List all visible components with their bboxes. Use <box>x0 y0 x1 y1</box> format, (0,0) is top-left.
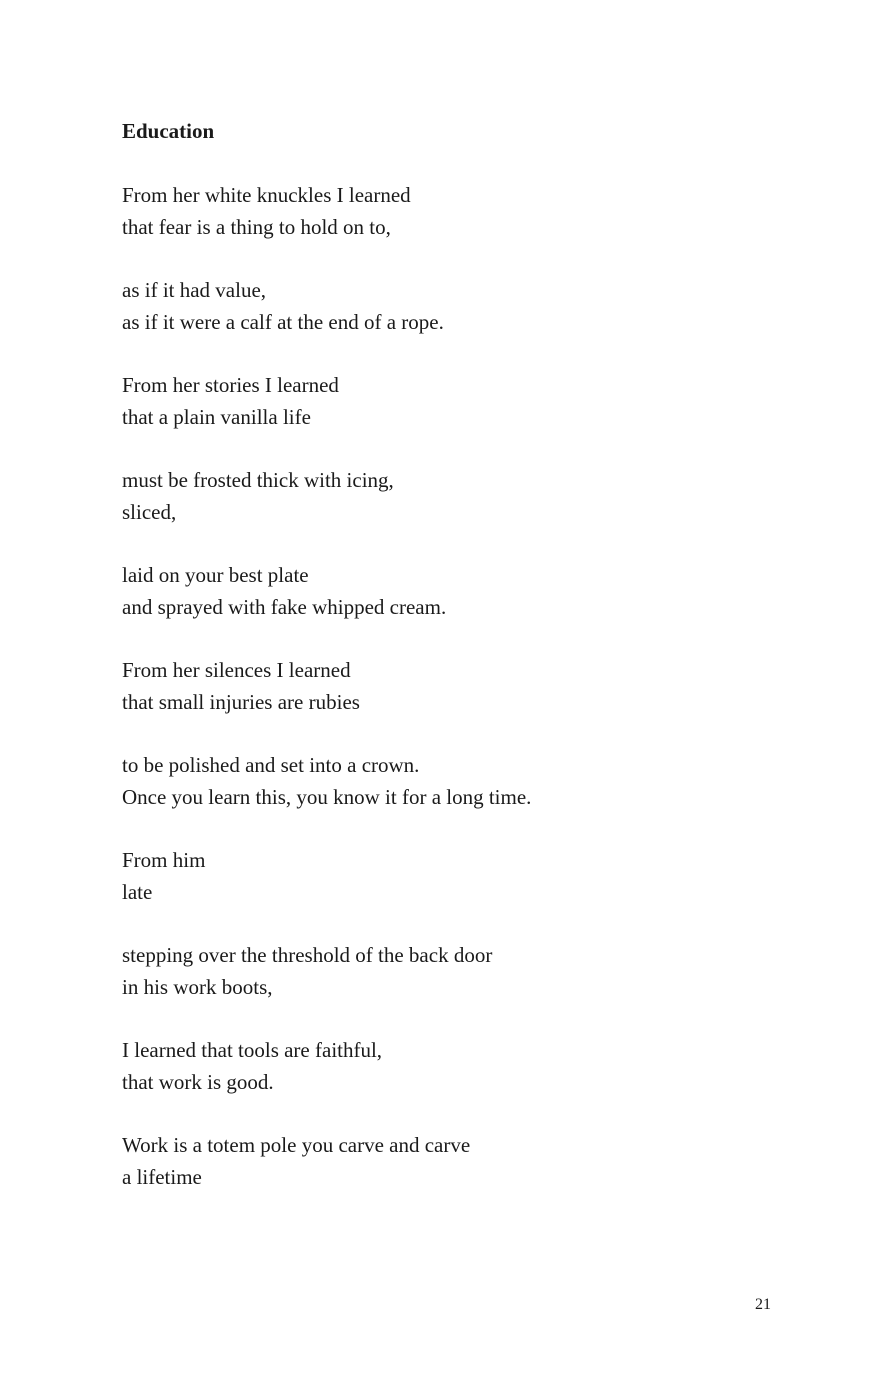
poem-line: Once you learn this, you know it for a long time. <box>122 785 532 809</box>
poem-line: as if it were a calf at the end of a rope. <box>122 310 444 334</box>
stanza <box>122 179 822 243</box>
stanza <box>122 1034 822 1098</box>
poem-line: laid on your best plate <box>122 563 309 587</box>
poem-body <box>122 179 822 1224</box>
poem-line: From her stories I learned <box>122 373 339 397</box>
poem-line: From him <box>122 848 206 872</box>
poem-title: Education <box>122 119 215 143</box>
poem-line: that small injuries are rubies <box>122 690 360 714</box>
poem-line: From her silences I learned <box>122 658 351 682</box>
poem-line: a lifetime <box>122 1165 202 1189</box>
poem-line: late <box>122 880 153 904</box>
poem-line: in his work boots, <box>122 975 273 999</box>
poem-line: that a plain vanilla life <box>122 405 311 429</box>
stanza <box>122 464 822 528</box>
poem-line: Work is a totem pole you carve and carve <box>122 1133 471 1157</box>
stanza <box>122 369 822 433</box>
stanza <box>122 939 822 1003</box>
stanza <box>122 749 822 813</box>
stanza <box>122 559 822 623</box>
poem-line: that work is good. <box>122 1070 274 1094</box>
stanza <box>122 844 822 908</box>
stanza <box>122 654 822 718</box>
poem-line: From her white knuckles I learned <box>122 183 411 207</box>
poem-line: sliced, <box>122 500 177 524</box>
poem-line: and sprayed with fake whipped cream. <box>122 595 447 619</box>
stanza <box>122 1129 822 1193</box>
stanza <box>122 274 822 338</box>
poem-line: I learned that tools are faithful, <box>122 1038 383 1062</box>
poem-line: stepping over the threshold of the back door <box>122 943 493 967</box>
poem-line: that fear is a thing to hold on to, <box>122 215 391 239</box>
poem-line: must be frosted thick with icing, <box>122 468 394 492</box>
poem-line: as if it had value, <box>122 278 267 302</box>
poem-line: to be polished and set into a crown. <box>122 753 420 777</box>
page-number: 21 <box>755 1296 771 1313</box>
